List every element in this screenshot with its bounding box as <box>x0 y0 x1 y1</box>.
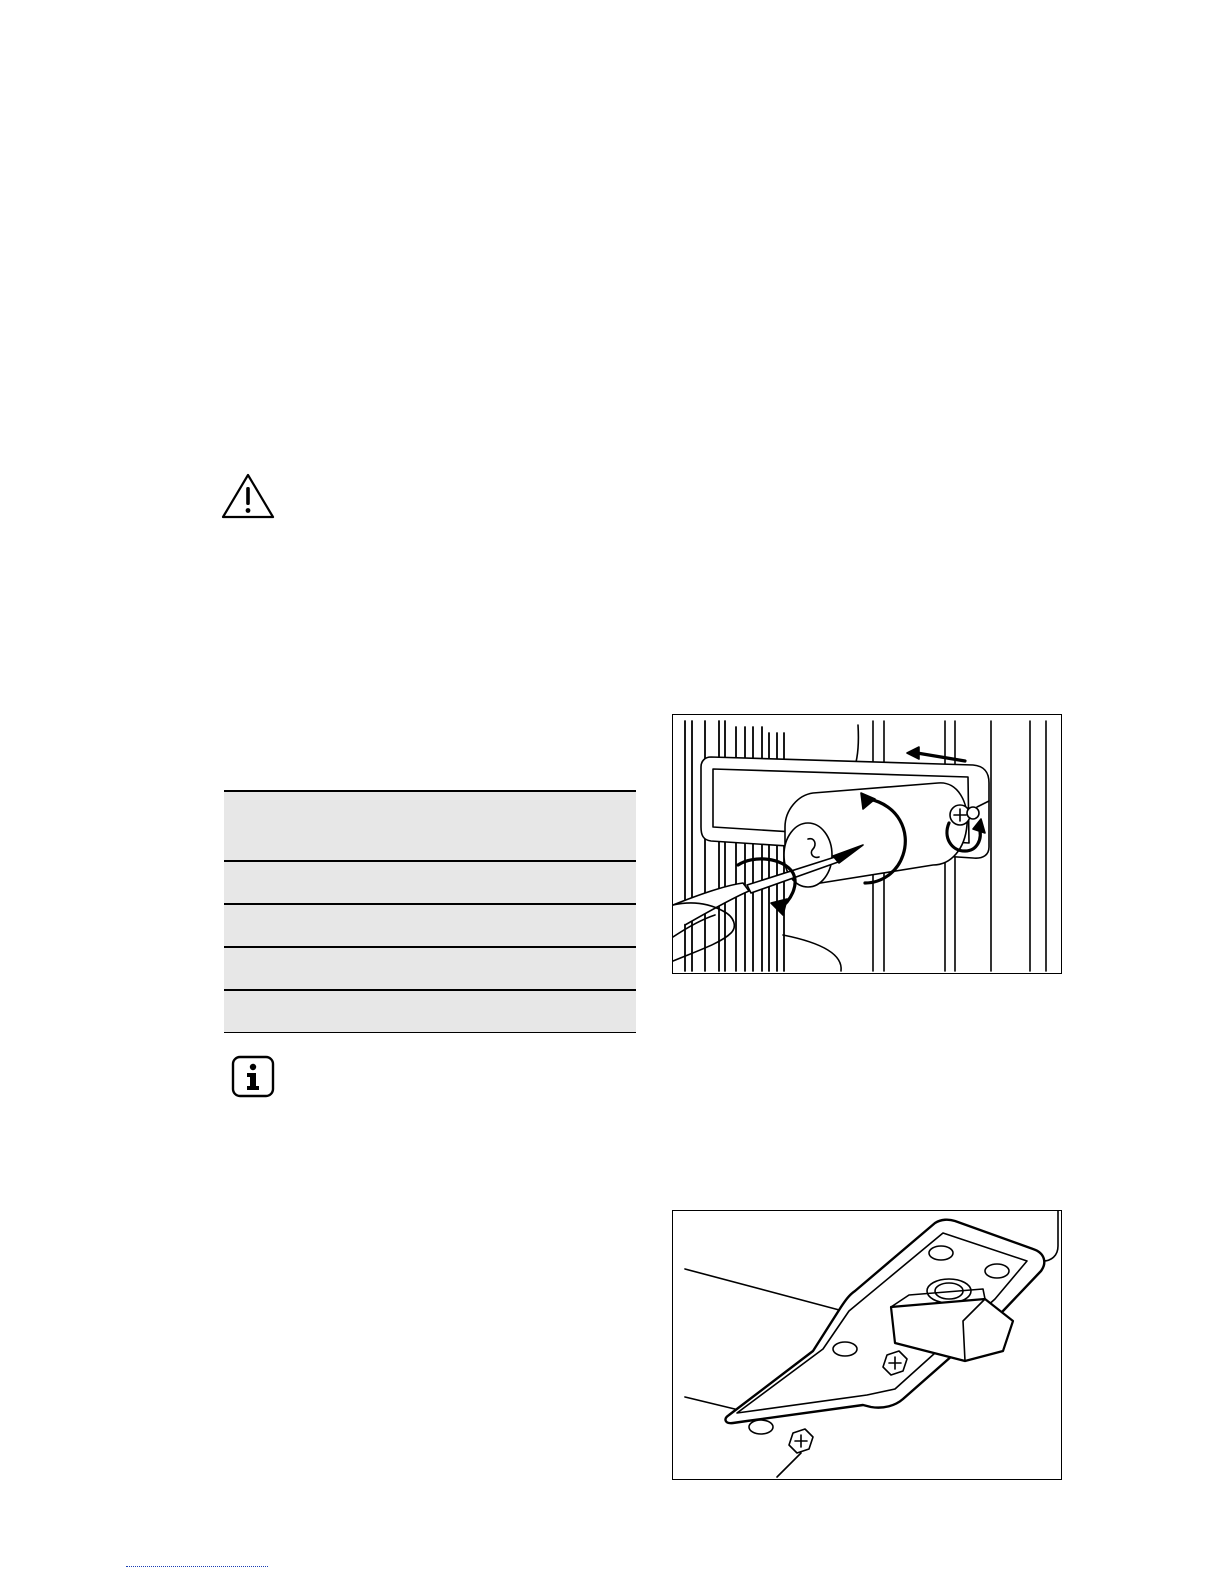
table-bottom-rule <box>224 1032 636 1033</box>
adjustable-foot-figure <box>672 1210 1062 1480</box>
table-row <box>224 862 636 903</box>
table-row <box>224 948 636 989</box>
info-icon <box>231 1055 275 1098</box>
hinge-adjustment-figure <box>672 714 1062 974</box>
table-row <box>224 991 636 1032</box>
table-header-row <box>224 792 636 860</box>
page-link[interactable] <box>126 1552 268 1567</box>
warning-icon <box>220 472 276 520</box>
table-row <box>224 905 636 946</box>
